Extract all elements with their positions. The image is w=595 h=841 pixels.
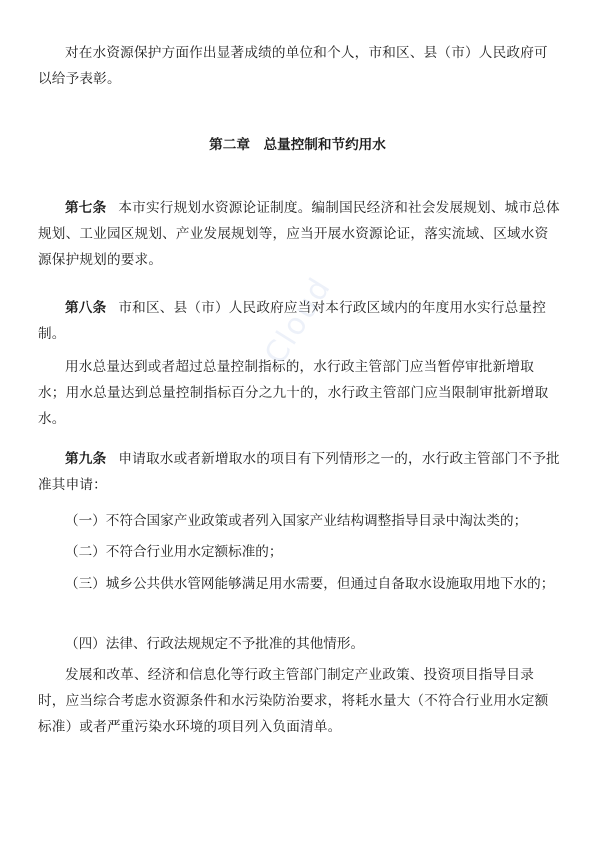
article-8-label: 第八条 xyxy=(65,300,107,316)
article-7 xyxy=(38,195,560,273)
paragraph-commendation: 对在水资源保护方面作出显著成绩的单位和个人，市和区、县（市）人民政府可以给予表彰。 xyxy=(38,45,548,87)
article-9-item-3: （三）城乡公共供水管网能够满足用水需要，但通过自备取水设施取用地下水的； xyxy=(65,576,555,592)
article-9-item-2: （二）不符合行业用水定额标准的； xyxy=(65,544,283,560)
article-9-item-4: （四）法律、行政法规规定不予批准的其他情形。 xyxy=(65,636,365,652)
article-9-text: 申请取水或者新增取水的项目有下列情形之一的，水行政主管部门不予批准其申请： xyxy=(38,451,560,493)
chapter-heading: 第二章 总量控制和节约用水 xyxy=(209,137,386,153)
article-7-label: 第七条 xyxy=(65,200,107,216)
article-7-text: 本市实行规划水资源论证制度。编制国民经济和社会发展规划、城市总体规划、工业园区规划、产业发展规划等，应当开展水资源论证，落实流域、区域水资源保护规划的要求。 xyxy=(38,200,560,268)
article-9-label: 第九条 xyxy=(65,451,107,467)
watermark: Cloud xyxy=(258,270,339,371)
article-8-paragraph-2: 用水总量达到或者超过总量控制指标的，水行政主管部门应当暂停审批新增取水；用水总量达到总量控制指标百分之九十的，水行政主管部门应当限制审批新增取水。 xyxy=(38,359,549,427)
article-8-text: 市和区、县（市）人民政府应当对本行政区域内的年度用水实行总量控制。 xyxy=(38,300,546,342)
article-9-paragraph-2: 发展和改革、经济和信息化等行政主管部门制定产业政策、投资项目指导目录时，应当综合考虑水资源条件和水污染防治要求，将耗水量大（不符合行业用水定额标准）或者严重污染水环境的项目列入负面清单。 xyxy=(38,667,549,735)
article-9 xyxy=(38,446,560,498)
article-9-item-1: （一）不符合国家产业政策或者列入国家产业结构调整指导目录中淘汰类的； xyxy=(65,513,528,529)
